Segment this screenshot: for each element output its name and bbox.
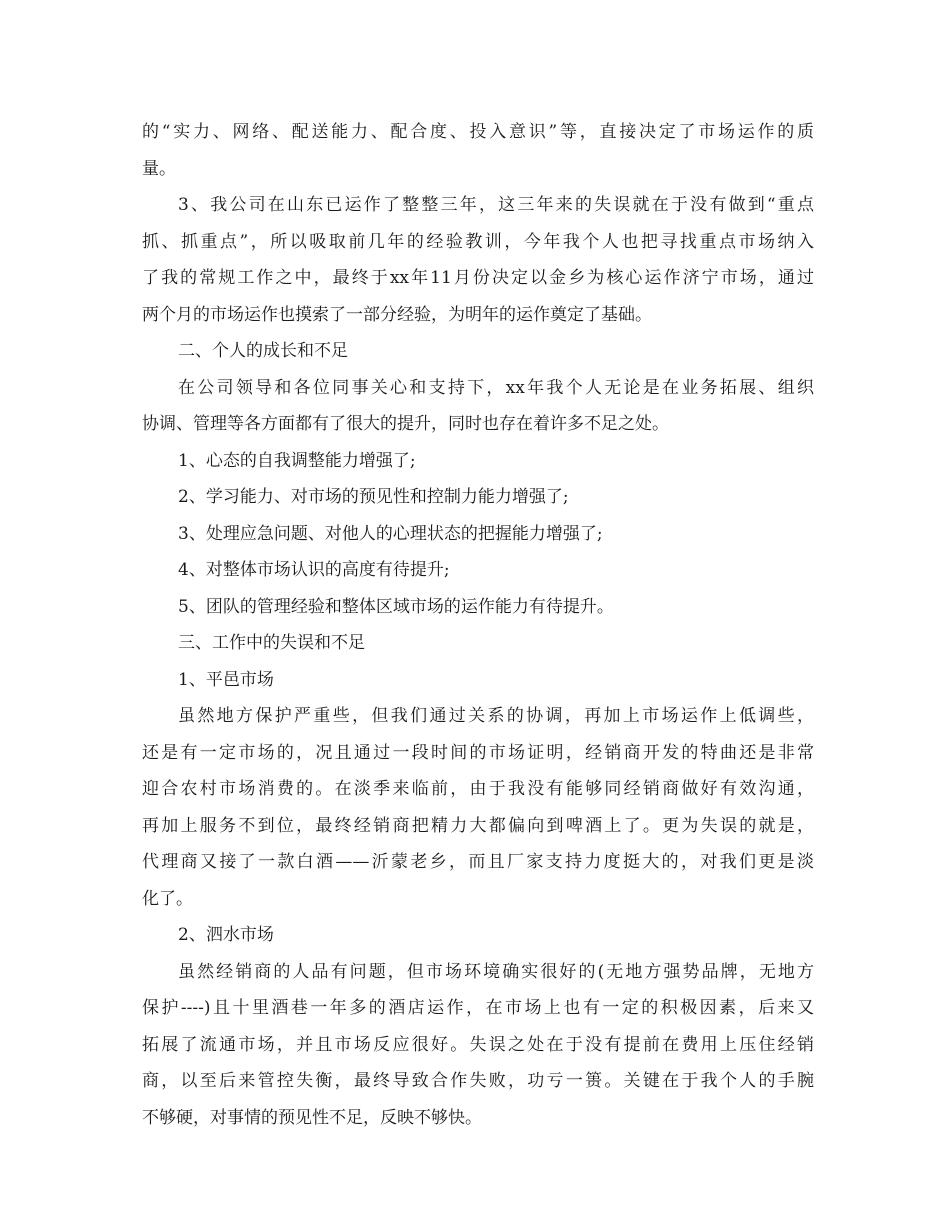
list-item: 4、对整体市场认识的高度有待提升; xyxy=(178,560,450,580)
text-line: 化了。 xyxy=(142,888,193,909)
list-item: 5、团队的管理经验和整体区域市场的运作能力有待提升。 xyxy=(178,596,614,617)
text-line: 的“实力、网络、配送能力、配合度、投入意识”等，直接决定了市场运作的质 xyxy=(142,122,814,142)
text-line: 量。 xyxy=(142,158,176,179)
text-line: 两个月的市场运作也摸索了一部分经验，为明年的运作奠定了基础。 xyxy=(142,304,652,325)
text-line: 在公司领导和各位同事关心和支持下，xx年我个人无论是在业务拓展、组织 xyxy=(178,377,814,398)
list-item: 3、处理应急问题、对他人的心理状态的把握能力增强了; xyxy=(178,523,603,544)
list-item: 1、心态的自我调整能力增强了; xyxy=(178,450,416,471)
subsection-heading: 1、平邑市场 xyxy=(178,669,274,690)
text-line: 了我的常规工作之中，最终于xx年11月份决定以金乡为核心运作济宁市场，通过 xyxy=(142,268,814,288)
text-line: 迎合农村市场消费的。在淡季来临前，由于我没有能够同经销商做好有效沟通， xyxy=(142,779,814,799)
text-line: 不够硬，对事情的预见性不足，反映不够快。 xyxy=(142,1107,482,1128)
text-line: 协调、管理等各方面都有了很大的提升，同时也存在着许多不足之处。 xyxy=(142,414,669,434)
section-heading: 三、工作中的失误和不足 xyxy=(178,633,365,653)
text-line: 虽然地方保护严重些，但我们通过关系的协调，再加上市场运作上低调些， xyxy=(178,706,814,726)
list-item: 2、学习能力、对市场的预见性和控制力能力增强了; xyxy=(178,487,569,507)
text-line: 虽然经销商的人品有问题，但市场环境确实很好的(无地方强势品牌，无地方 xyxy=(178,961,814,982)
text-line: 还是有一定市场的，况且通过一段时间的市场证明，经销商开发的特曲还是非常 xyxy=(142,742,814,763)
subsection-heading: 2、泗水市场 xyxy=(178,925,274,945)
document-body xyxy=(142,114,814,1136)
text-line: 保护----)且十里酒巷一年多的酒店运作，在市场上也有一定的积极因素，后来又 xyxy=(142,998,814,1018)
text-line: 3、我公司在山东已运作了整整三年，这三年来的失误就在于没有做到“重点 xyxy=(178,195,814,215)
text-line: 商，以至后来管控失衡，最终导致合作失败，功亏一篑。关键在于我个人的手腕 xyxy=(142,1071,814,1091)
text-line: 代理商又接了一款白酒——沂蒙老乡，而且厂家支持力度挺大的，对我们更是淡 xyxy=(142,852,814,872)
text-line: 抓、抓重点”，所以吸取前几年的经验教训，今年我个人也把寻找重点市场纳入 xyxy=(142,231,814,252)
text-line: 再加上服务不到位，最终经销商把精力大都偏向到啤酒上了。更为失误的就是， xyxy=(142,815,814,836)
section-heading: 二、个人的成长和不足 xyxy=(178,341,348,361)
text-line: 拓展了流通市场，并且市场反应很好。失误之处在于没有提前在费用上压住经销 xyxy=(142,1034,814,1055)
